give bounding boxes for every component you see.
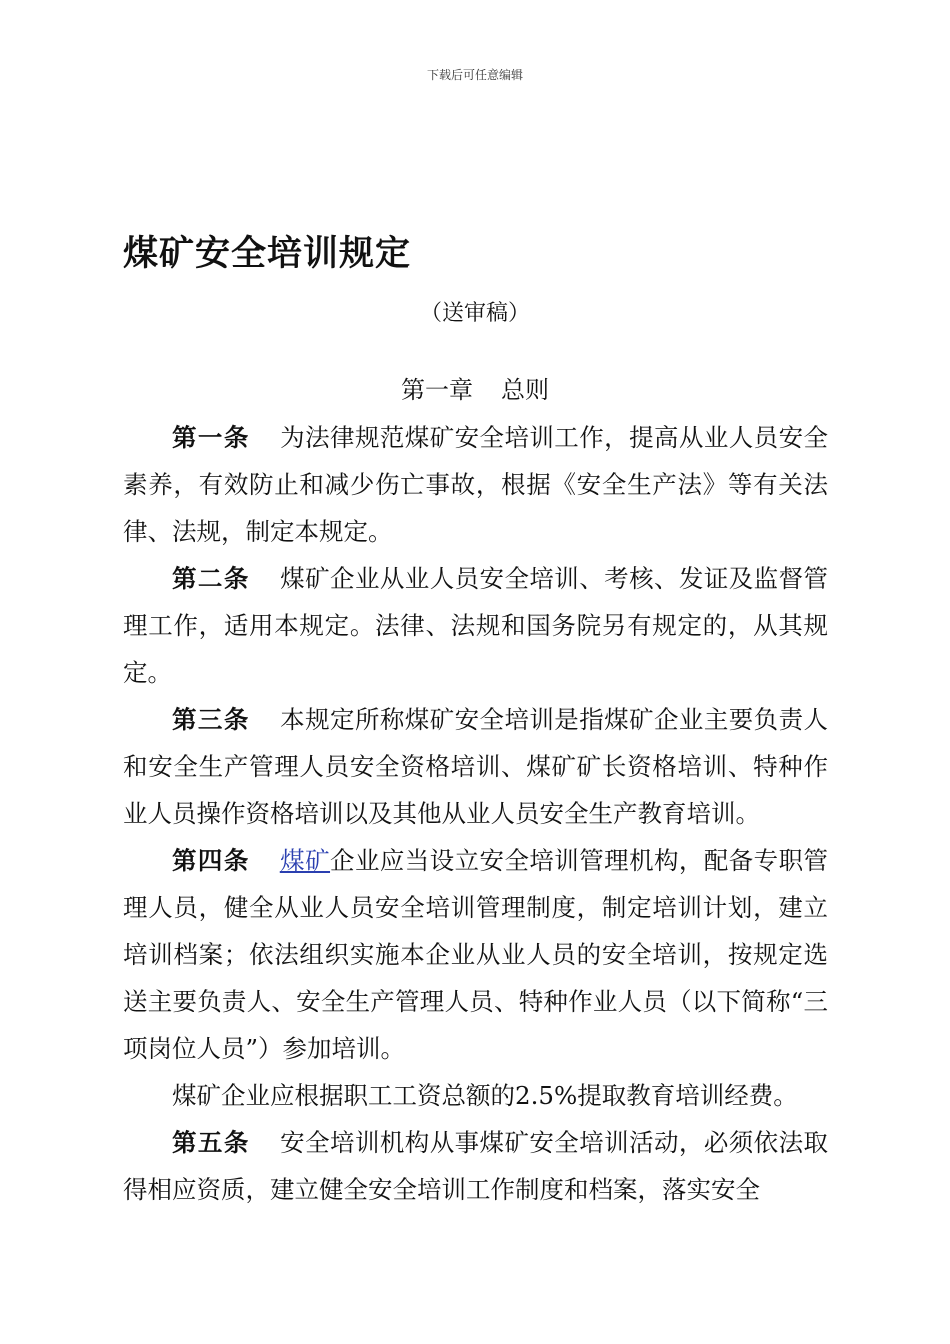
article-1	[123, 414, 828, 555]
article-number: 第二条	[172, 564, 250, 593]
chapter-heading	[0, 370, 950, 405]
article-text: 企业应当设立安全培训管理机构，配备专职管理人员，健全从业人员安全培训管理制度，制定培训计划，建立培训档案；依法组织实施本企业从业人员的安全培训，按规定选送主要负责人、安全生产管理人员、特种作业人员（以下简称“三项岗位人员”）参加培训。	[123, 846, 829, 1063]
article-number: 第四条	[172, 846, 250, 875]
document-body	[123, 414, 828, 1213]
article-text: 煤矿企业从业人员安全培训、考核、发证及监督管理工作，适用本规定。法律、法规和国务院另有规定的，从其规定。	[123, 564, 829, 687]
coal-mine-link[interactable]: 煤矿	[279, 846, 331, 875]
article-3	[123, 696, 828, 837]
document-title: 煤矿安全培训规定	[123, 234, 412, 274]
article-number: 第三条	[172, 705, 250, 734]
header-note: 下载后可任意编辑	[426, 68, 523, 82]
article-text: 本规定所称煤矿安全培训是指煤矿企业主要负责人和安全生产管理人员安全资格培训、煤矿矿长资格培训、特种作业人员操作资格培训以及其他从业人员安全生产教育培训。	[123, 705, 829, 828]
document-subtitle: （送审稿）	[419, 301, 530, 326]
article-2	[123, 555, 828, 696]
article-4-extra: 煤矿企业应根据职工工资总额的2.5%提取教育培训经费。	[172, 1081, 798, 1110]
article-4	[123, 837, 828, 1072]
chapter-name: 总则	[501, 376, 549, 404]
article-5	[123, 1119, 828, 1213]
article-number: 第五条	[172, 1128, 250, 1157]
article-number: 第一条	[172, 423, 250, 452]
article-text: 安全培训机构从事煤矿安全培训活动，必须依法取得相应资质，建立健全安全培训工作制度和档案，落实安全	[123, 1128, 829, 1204]
article-text: 为法律规范煤矿安全培训工作，提高从业人员安全素养，有效防止和减少伤亡事故，根据《安全生产法》等有关法律、法规，制定本规定。	[123, 423, 829, 546]
chapter-number: 第一章	[401, 376, 473, 404]
